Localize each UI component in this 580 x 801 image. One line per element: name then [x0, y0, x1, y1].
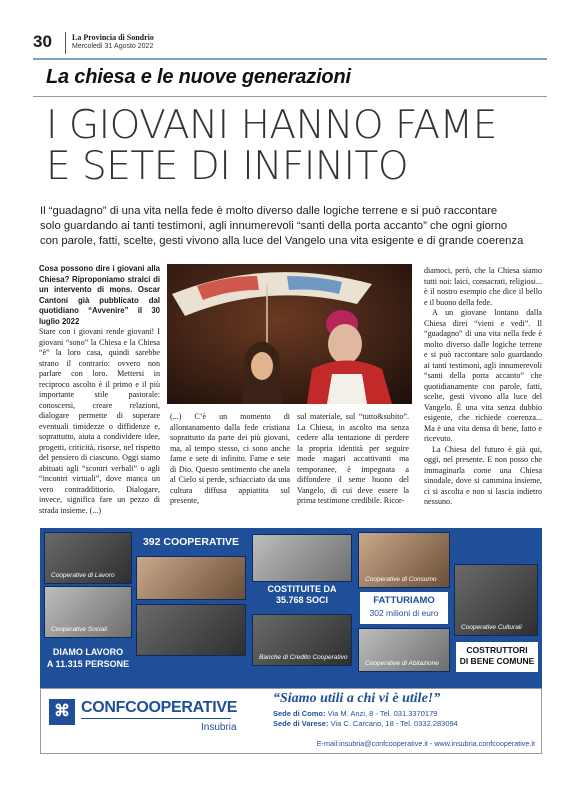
- article-paragraph: Stare con i giovani rende giovani! I giovani “sono” la Chiesa e la Chiesa “è” la loro casa, quindi sarebbe strano il contrario: ovvero non parlare con loro. Mettersi in reciproco ascolto è il primo e il più importante stile pastorale: conoscersi, creare relazioni, dialogare permette di superare eventuali timidezze o diffidenze e, soprattutto, aiuta a condividere idee, progetti, criticità, risorse, nel rispetto del pensiero di ciascuno. Oggi siamo abituati agli “scontri verbali” o agli “incontri virtuali”, dove manca un vero contraddittorio. Dialogare, invece, significa fare un pezzo di strada insieme. (...): [39, 327, 160, 515]
- article-column-4: [424, 266, 542, 508]
- headline-line-2: E SETE DI INFINITO: [46, 144, 409, 189]
- confcooperative-logo-icon: ⌘: [49, 699, 75, 725]
- ad-footer: [40, 688, 542, 754]
- ad-photo-tile: [136, 556, 246, 600]
- section-title: La chiesa e le nuove generazioni: [46, 66, 351, 88]
- subheadline-line-3: con parole, fatti, scelte, gesti vivono alla luce del Vangelo una vita esigente e di grande coerenza: [40, 235, 524, 247]
- ad-photo-tile: [44, 532, 132, 584]
- subheadline-line-1: Il “guadagno” di una vita nella fede è molto diverso dalle logiche terrene e si può raccontare: [40, 205, 498, 217]
- header-rule: [33, 58, 547, 60]
- confcooperative-advertisement: [40, 528, 542, 688]
- article-paragraph: sul materiale, sul “tutto&subito”. La Chiesa, in ascolto ma senza cedere alla tentazione di perdere la propria identità per seguire mode magari accattivanti ma temporanee, è impegnata a diffondere il seme buono del Vangelo, di cui deve essere la prima testimone credibile. Ricor-: [297, 412, 409, 505]
- article-paragraph: (...) C’è un momento di allontanamento dalla fede cristiana soprattutto da parte dei più giovani, ma, al tempo stesso, ci sono anche fame e sete di infinito. Fame e sete di Dio. Questo sentimento che anela al Cielo si perde, schiacciato da una cultura diffusa appiattita sul presente,: [170, 412, 290, 505]
- ad-members-count: 35.768 SOCI: [275, 595, 329, 605]
- ad-caption: Cooperative Sociali: [51, 626, 108, 633]
- section-rule: [33, 96, 547, 97]
- newspaper-name: La Provincia di Sondrio: [72, 33, 154, 42]
- ad-varese-label: Sede di Varese:: [273, 719, 329, 728]
- brand-underline: [81, 718, 231, 719]
- ad-caption: Cooperative di Consumo: [365, 576, 437, 583]
- ad-photo-tile: [454, 564, 538, 636]
- ad-revenue-label: FATTURIAMO: [373, 595, 435, 606]
- ad-varese-address: Via C. Carcano, 18 - Tel. 0332.283094: [330, 719, 458, 728]
- subheadline-line-2: solo guardando ai tanti testimoni, agli innumerevoli “santi della porta accanto” che ogni giorno: [40, 220, 508, 232]
- ad-builders-box: [456, 642, 538, 672]
- ad-cooperatives-count: 392 COOPERATIVE: [142, 536, 240, 548]
- ad-common-good-label: DI BENE COMUNE: [459, 656, 535, 666]
- ad-brand-sub: Insubria: [201, 722, 237, 733]
- ad-contacts[interactable]: E-mail:insubria@confcooperative.it - www.insubria.confcooperative.it: [316, 739, 535, 748]
- article-column-1: [39, 264, 160, 516]
- article-intro: Cosa possono dire i giovani alla Chiesa? Riproponiamo stralci di un intervento di mons. Oscar Cantoni già pubblicato dal quotidiano “Avvenire” il 30 luglio 2022: [39, 264, 160, 326]
- article-column-2: [170, 412, 290, 507]
- ad-caption: Cooperative Culturali: [461, 624, 522, 631]
- page-number: 30: [33, 32, 52, 51]
- ad-photo-tile: [44, 586, 132, 638]
- ad-founded-by: [252, 584, 352, 606]
- photo-illustration: [167, 264, 412, 404]
- ad-varese-office: [273, 719, 458, 728]
- ad-employment: [44, 646, 132, 670]
- ad-como-label: Sede di Como:: [273, 709, 326, 718]
- article-paragraph: La Chiesa del futuro è già qui, oggi, nel presente. E non posso che immaginarla come una Chiesa sinodale, dove si cammina insieme, ci si ascolta e non si lascia indietro nessuno.: [424, 444, 542, 506]
- ad-founded-label: COSTITUITE DA: [267, 584, 337, 594]
- ad-photo-tile: [358, 628, 450, 672]
- article-paragraph: diamoci, però, che la Chiesa siamo tutti noi: laici, consacrati, religiosi... è il nostro esempio che dice il bello e il buono della fede.: [424, 266, 542, 307]
- ad-photo-tile: [252, 534, 352, 582]
- ad-como-address: Via M. Anzi, 8 - Tel. 031.3370179: [327, 709, 438, 718]
- ad-builders-label: COSTRUTTORI: [466, 645, 528, 655]
- ad-revenue-box: [360, 592, 448, 624]
- ad-revenue-value: 302 milioni di euro: [369, 608, 439, 618]
- article-column-3: [297, 412, 409, 507]
- ad-como-office: [273, 709, 437, 718]
- ad-photo-tile: [252, 614, 352, 666]
- ad-caption: Banche di Credito Cooperativo: [259, 654, 348, 661]
- ad-slogan: “Siamo utili a chi vi è utile!”: [273, 691, 441, 706]
- ad-work-count: A 11.315 PERSONE: [46, 659, 130, 669]
- article-paragraph: A un giovane lontano dalla Chiesa direi “vieni e vedi”. Il “guadagno” di una vita nella fede è molto diverso dalle logiche terrene e si può raccontare solo guardando ai tanti testimoni, agli innumerevoli “santi della porta accanto” che quotidianamente con parole, fatti, scelte, gesti vivono alla luce del Vangelo. È una vita senza dubbio esigente, che richiede coerenza... Ma è una vita densa di bene, fatto e ricevuto.: [424, 308, 542, 443]
- ad-caption: Cooperative di Abitazione: [365, 660, 439, 667]
- ad-caption: Cooperative di Lavoro: [51, 572, 115, 579]
- ad-work-label: DIAMO LAVORO: [52, 647, 124, 657]
- issue-date: Mercoledì 31 Agosto 2022: [72, 43, 154, 50]
- article-photo: [167, 264, 412, 404]
- ad-brand: CONFCOOPERATIVE: [81, 699, 238, 716]
- ad-photo-tile: [358, 532, 450, 588]
- headline-line-1: I GIOVANI HANNO FAME: [46, 103, 497, 148]
- header-divider: [65, 32, 66, 54]
- ad-photo-tile: [136, 604, 246, 656]
